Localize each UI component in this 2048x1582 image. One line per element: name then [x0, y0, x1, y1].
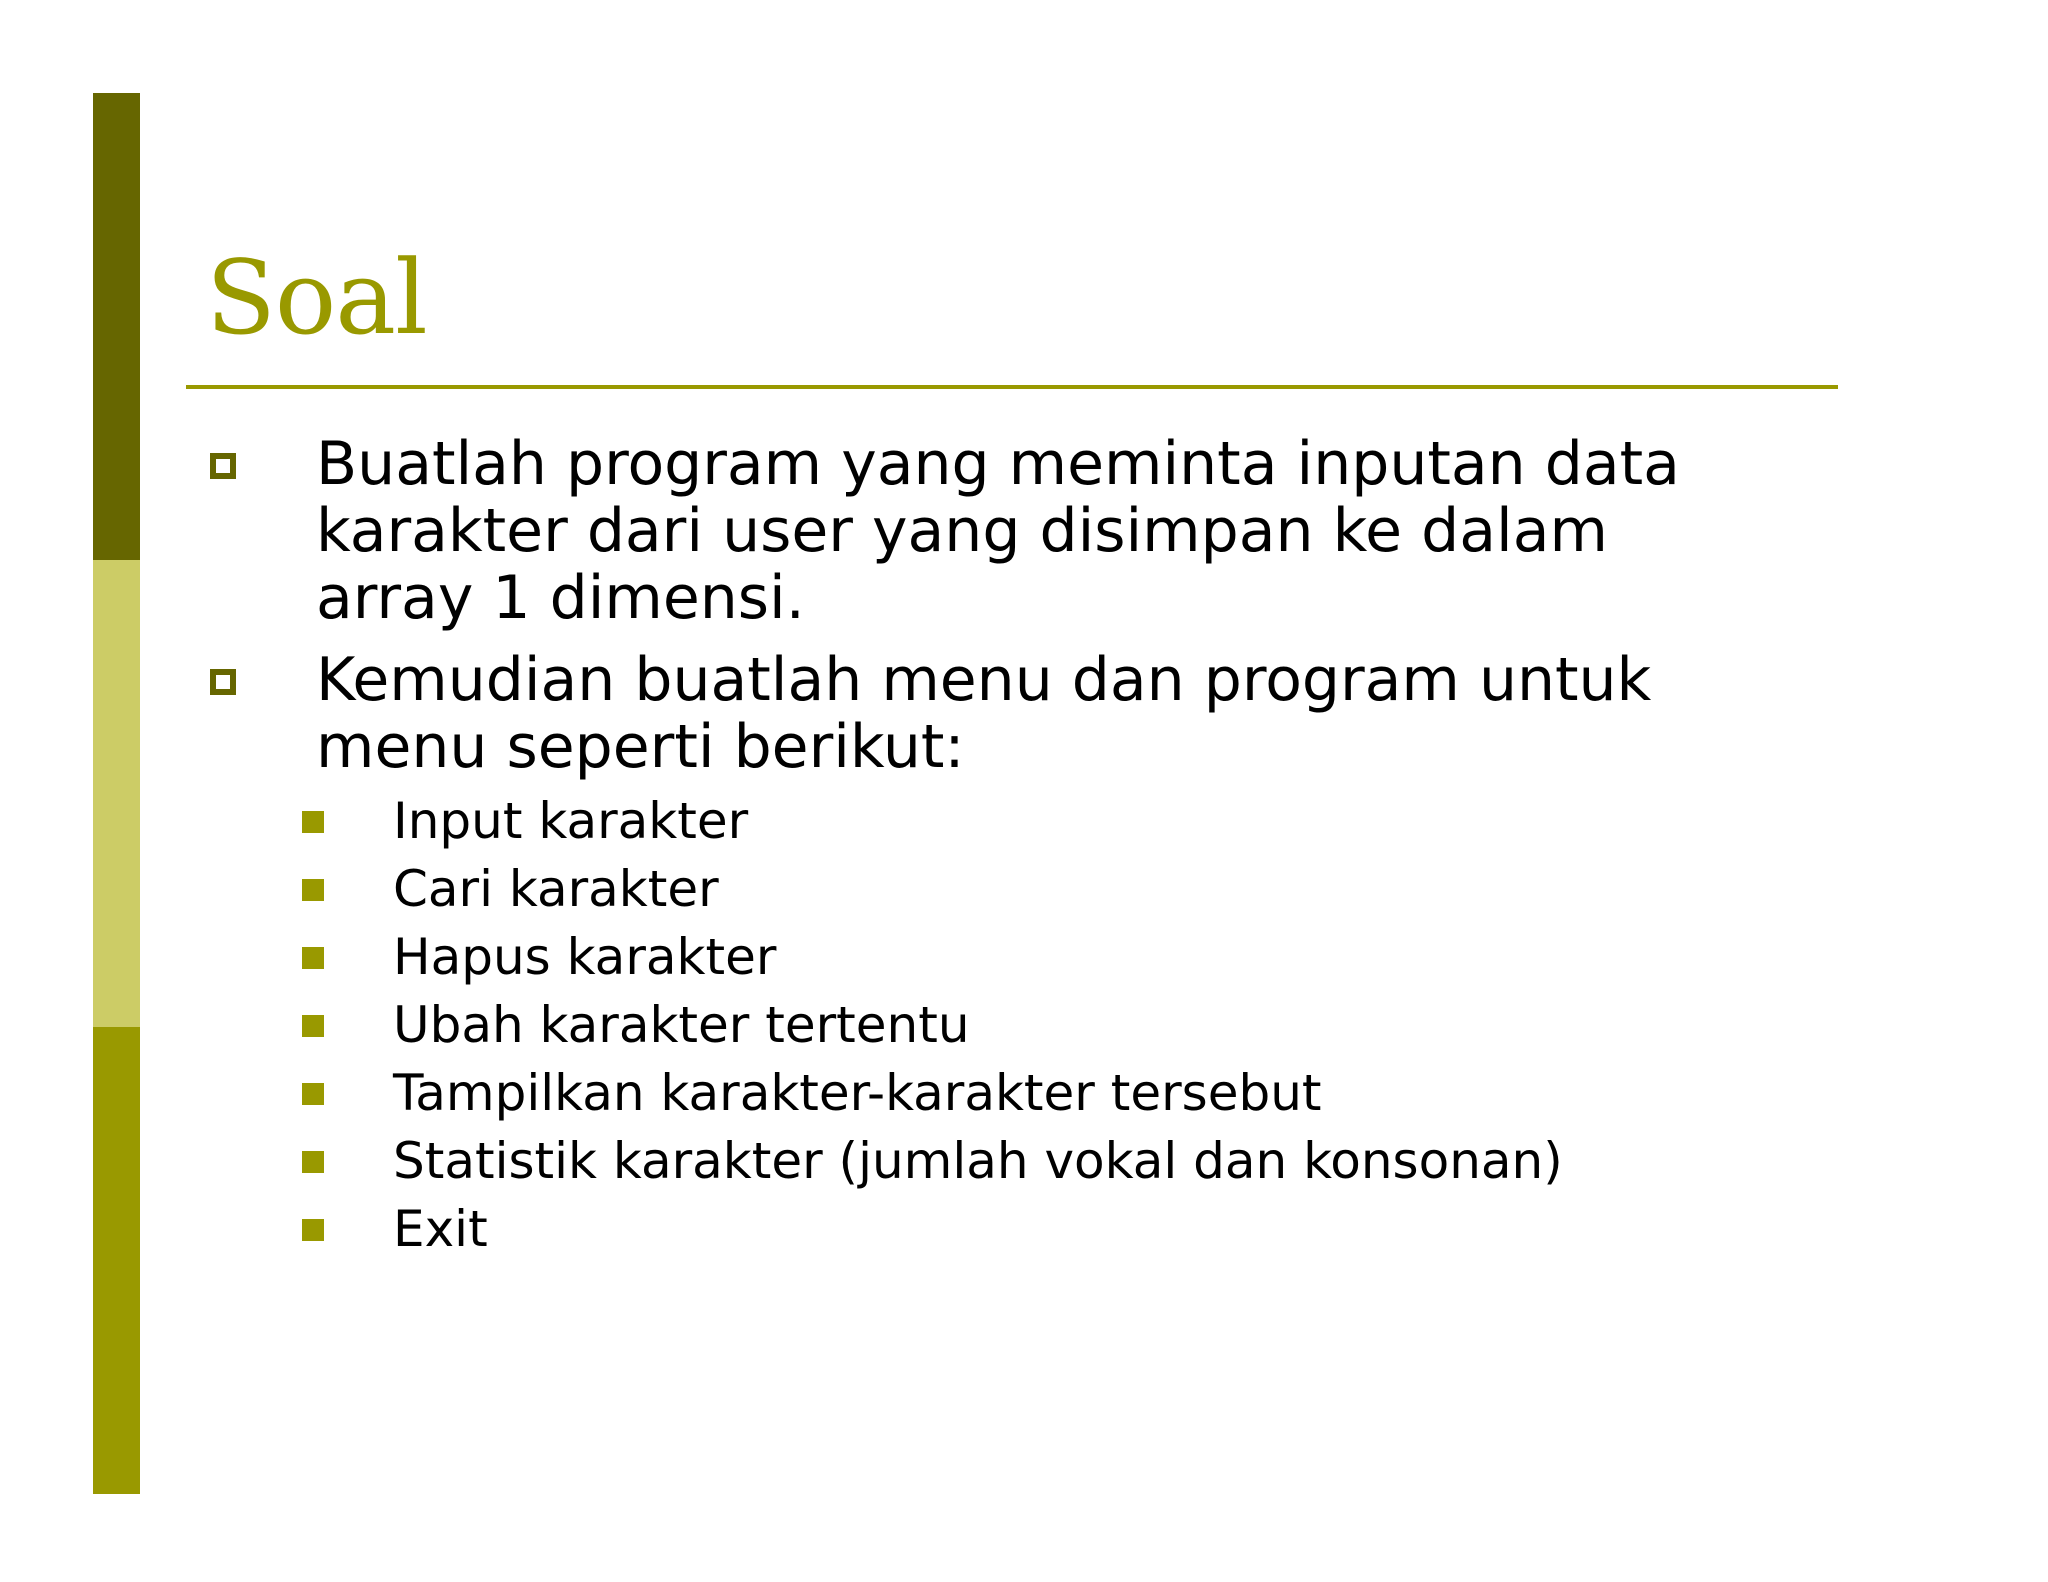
sub-list-item: Cari karakter [393, 860, 719, 918]
bullet-line: Buatlah program yang meminta inputan data [316, 429, 1680, 499]
sub-list-item: Input karakter [393, 792, 749, 850]
filled-square-bullet-icon [302, 1083, 324, 1105]
bullet-item [316, 647, 1876, 781]
filled-square-bullet-icon [302, 1015, 324, 1037]
bullet-line: Kemudian buatlah menu dan program untuk [316, 645, 1652, 715]
sub-list-item: Exit [393, 1200, 488, 1258]
sub-list-item: Statistik karakter (jumlah vokal dan konsonan) [393, 1132, 1563, 1190]
sub-list-item: Ubah karakter tertentu [393, 996, 970, 1054]
hollow-square-bullet-icon [210, 453, 236, 479]
sub-list-item: Hapus karakter [393, 928, 777, 986]
bullet-line: menu seperti berikut: [316, 712, 965, 782]
sub-list-item: Tampilkan karakter-karakter tersebut [393, 1064, 1322, 1122]
filled-square-bullet-icon [302, 1151, 324, 1173]
bullet-line: karakter dari user yang disimpan ke dalam [316, 496, 1608, 566]
bullet-line: array 1 dimensi. [316, 563, 805, 633]
hollow-square-bullet-icon [210, 669, 236, 695]
filled-square-bullet-icon [302, 947, 324, 969]
filled-square-bullet-icon [302, 811, 324, 833]
slide-title: Soal [206, 239, 427, 358]
filled-square-bullet-icon [302, 879, 324, 901]
bullet-item [316, 431, 1876, 632]
filled-square-bullet-icon [302, 1219, 324, 1241]
